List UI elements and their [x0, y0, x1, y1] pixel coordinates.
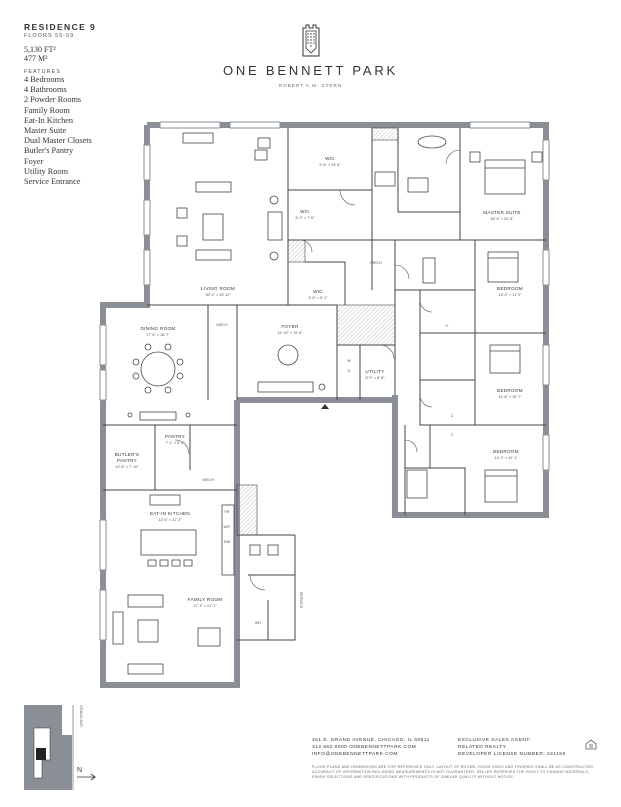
- butler-label-1: BUTLER'S: [114, 452, 140, 457]
- residence-title: RESIDENCE 9: [24, 22, 97, 32]
- pantry-label: PANTRY: [164, 434, 186, 439]
- bedroom-label: BEDROOM: [497, 286, 523, 291]
- feature-item: Eat-In Kitchen: [24, 115, 74, 125]
- area-ft: 5,130 FT²: [24, 45, 56, 54]
- washer-label: W: [347, 359, 351, 363]
- closet-label: C: [450, 433, 454, 437]
- brand-name: ONE BENNETT PARK: [222, 63, 399, 78]
- north-arrow-icon: [77, 774, 95, 780]
- feature-item: Master Suite: [24, 126, 67, 136]
- feature-item: 2 Powder Rooms: [24, 95, 82, 105]
- wic-dims: 8' 3" × 7' 6": [295, 216, 315, 220]
- address: 451 E. GRAND AVENUE, CHICAGO, IL 60611: [312, 738, 430, 743]
- dining-room-label: DINING ROOM: [140, 326, 176, 331]
- street-label: GRAND AVE.: [79, 705, 83, 728]
- key-plan: [24, 705, 95, 790]
- dining-furniture: [128, 344, 190, 420]
- living-room-label: LIVING ROOM: [201, 286, 235, 291]
- dryer-label: D: [347, 369, 351, 373]
- living-furniture: [177, 133, 282, 260]
- phone-website[interactable]: 312.662.9900 ONEBENNETTPARK.COM: [312, 745, 417, 750]
- shaft-blocks: [237, 128, 398, 535]
- wic-label: WIC: [300, 209, 310, 214]
- service-entrance-label: SERVICE: [299, 591, 303, 609]
- feature-item: Butler's Pantry: [24, 146, 74, 156]
- brand-architect: ROBERT A.M. STERN: [278, 83, 343, 88]
- closet-label: C: [450, 414, 454, 418]
- disclaimer: FLOOR PLANS AND DIMENSIONS ARE FOR REFERENCE ONLY. LAYOUT OF ROOMS, ROOM SIZES AND FINISHES SHALL BE AS CONSTRUCTED. ACCURACY OF INFORMATION INCLUDING MEASUREMENTS IS NOT GUARANTEED. SELLER RESERVES THE RIGHT TO CHANGE MATERIALS, FINISH SELECTIONS AND SPECIFICATIONS WITH PRODUCTS OF SIMILAR QUALITY WITHOUT NOTICE.: [312, 765, 595, 780]
- mech-label: MECH: [216, 323, 228, 327]
- wic-label: WIC: [325, 156, 335, 161]
- door-swings: [175, 150, 460, 590]
- features-heading: FEATURES: [24, 69, 61, 75]
- mech-label: MECH: [370, 261, 382, 265]
- equal-housing-icon: [586, 740, 596, 749]
- license-number: DEVELOPER LICENSE NUMBER: 241158: [458, 752, 566, 757]
- wine-fridge-label: W/F: [223, 525, 231, 529]
- pantry-dims: 7' 1" × 5' 4": [165, 441, 185, 445]
- kitchen-dims: 13' 6" × 21' 3": [158, 518, 182, 522]
- living-room-dims: 30' 4" × 33' 11": [205, 293, 231, 297]
- agent-label: EXCLUSIVE SALES AGENT:: [458, 738, 532, 743]
- master-furniture: [375, 136, 542, 194]
- dishwasher-label: DW: [223, 540, 231, 544]
- kitchen-label: EAT-IN KITCHEN: [149, 511, 191, 516]
- email[interactable]: INFO@ONEBENNETTPARK.COM: [312, 752, 398, 757]
- foyer-furniture: [258, 345, 325, 392]
- master-suite-label: MASTER SUITE: [483, 210, 521, 215]
- bedroom-label: BEDROOM: [497, 388, 523, 393]
- utility-dims: 8' 5" × 8' 8": [365, 376, 385, 380]
- contact-block: [312, 737, 430, 758]
- dining-room-dims: 17' 6" × 16' 7": [146, 333, 170, 337]
- water-heater-label: WH: [254, 621, 262, 625]
- butler-label-2: PANTRY: [116, 458, 138, 463]
- entrance-marker-icon: [321, 404, 329, 409]
- closet-label: C: [445, 324, 449, 328]
- feature-item: Family Room: [24, 105, 70, 115]
- bedroom-label: BEDROOM: [493, 449, 519, 454]
- bedroom-dims: 14' 8" × 10' 7": [498, 395, 522, 399]
- bedroom-dims: 14' 1" × 11' 1": [494, 456, 518, 460]
- fridge-label: FR: [224, 510, 230, 514]
- feature-item: Foyer: [24, 156, 44, 166]
- family-room-dims: 17' 3" × 21' 1": [193, 604, 217, 608]
- feature-item: 4 Bathrooms: [24, 85, 67, 95]
- utility-label: UTILITY: [365, 369, 385, 374]
- feature-item: 4 Bedrooms: [24, 75, 65, 84]
- area-m: 477 M²: [24, 54, 48, 63]
- agent-block: [458, 737, 566, 758]
- wic-dims: 9' 8" × 23' 6": [319, 163, 341, 167]
- agent-name: RELATED REALTY: [458, 745, 507, 750]
- family-room-label: FAMILY ROOM: [187, 597, 223, 602]
- foyer-label: FOYER: [281, 324, 299, 329]
- wic-label: WIC: [313, 289, 323, 294]
- north-label: N: [77, 767, 83, 774]
- feature-item: Service Entrance: [24, 177, 81, 187]
- butler-dims: 10' 8" × 7' 10": [115, 465, 139, 469]
- feature-item: Dual Master Closets: [24, 136, 92, 146]
- residence-floors: FLOORS 55-59: [24, 33, 75, 39]
- foyer-dims: 13' 10" × 15' 8": [277, 331, 303, 335]
- wic-dims: 5' 6" × 5' 1": [308, 296, 328, 300]
- mech-label: MECH: [202, 478, 214, 482]
- feature-item: Utility Room: [24, 166, 69, 176]
- master-suite-dims: 18' 5" × 22' 8": [490, 217, 514, 221]
- bedroom-dims: 15' 0" × 11' 0": [498, 293, 522, 297]
